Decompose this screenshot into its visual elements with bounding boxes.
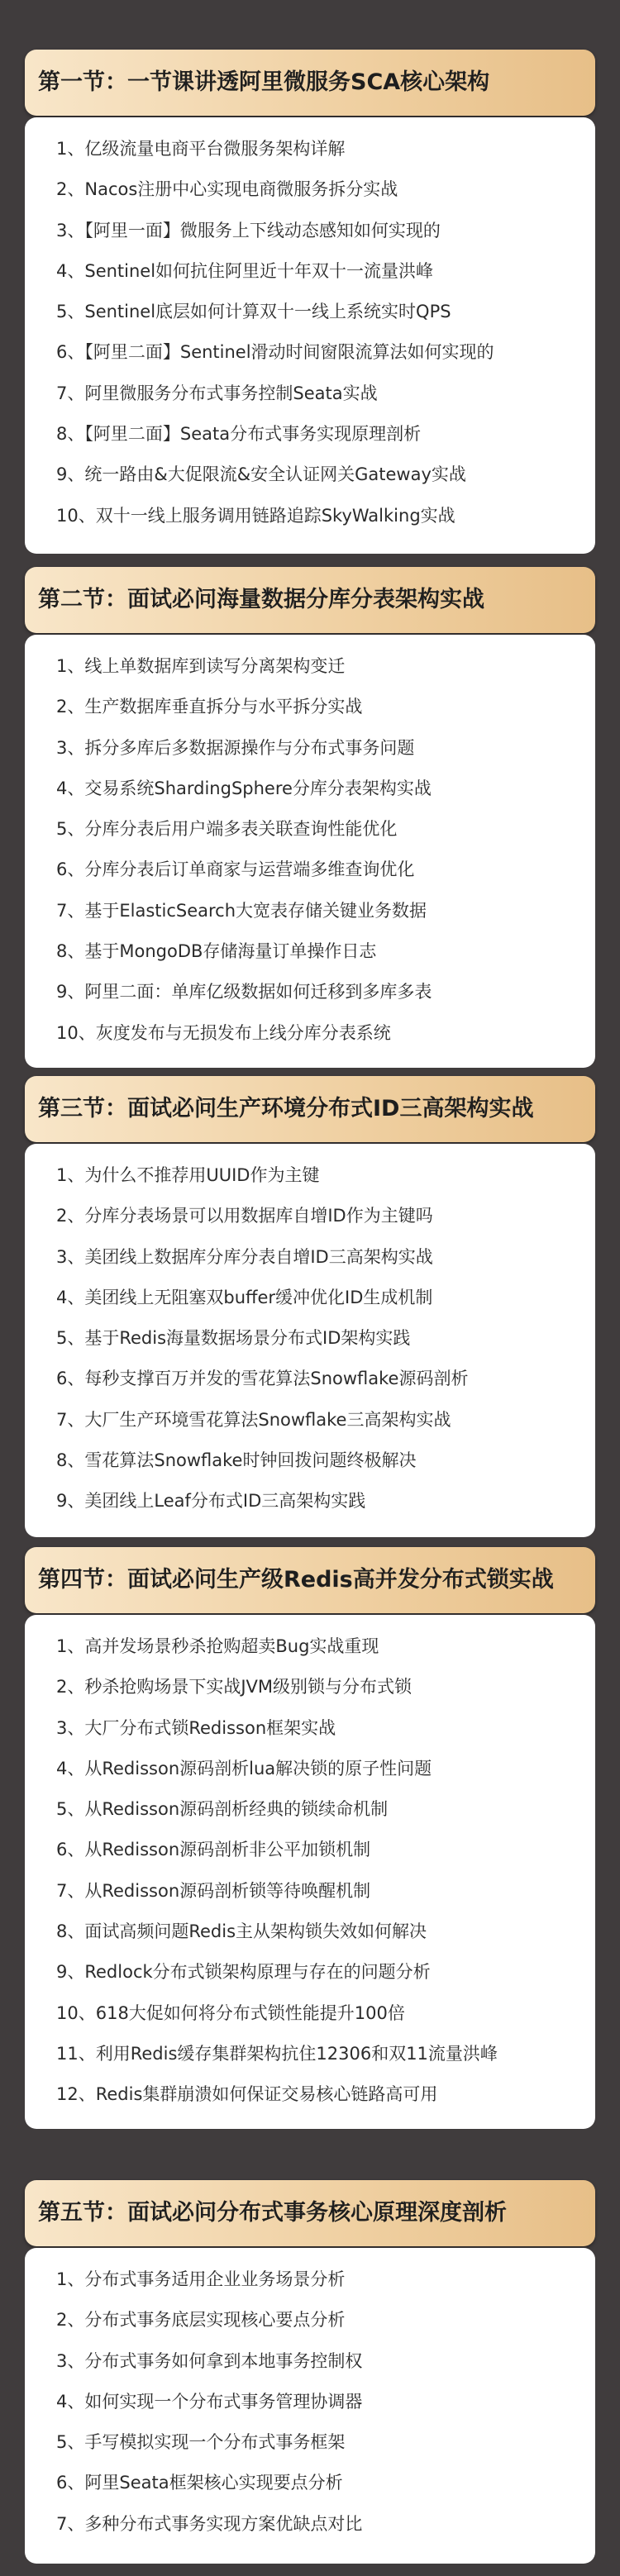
section-card bbox=[25, 1144, 595, 1537]
list-item: 6、每秒支撑百万并发的雪花算法Snowflake源码剖析 bbox=[56, 1369, 469, 1389]
list-item: 2、Nacos注册中心实现电商微服务拆分实战 bbox=[56, 179, 398, 200]
list-item: 2、分库分表场景可以用数据库自增ID作为主键吗 bbox=[56, 1206, 433, 1226]
list-item: 12、Redis集群崩溃如何保证交易核心链路高可用 bbox=[56, 2084, 438, 2105]
list-item: 7、基于ElasticSearch大宽表存储关键业务数据 bbox=[56, 900, 427, 921]
list-item: 8、雪花算法Snowflake时钟回拨问题终极解决 bbox=[56, 1450, 417, 1471]
list-item: 7、大厂生产环境雪花算法Snowflake三高架构实战 bbox=[56, 1409, 451, 1430]
list-item: 2、秒杀抢购场景下实战JVM级别锁与分布式锁 bbox=[56, 1677, 413, 1697]
section-header bbox=[25, 1547, 595, 1613]
list-item: 6、阿里Seata框架核心实现要点分析 bbox=[56, 2473, 343, 2493]
list-item: 7、多种分布式事务实现方案优缺点对比 bbox=[56, 2513, 363, 2534]
list-item: 9、阿里二面：单库亿级数据如何迁移到多库多表 bbox=[56, 982, 432, 1002]
list-item: 10、灰度发布与无损发布上线分库分表系统 bbox=[56, 1022, 391, 1043]
list-item: 1、为什么不推荐用UUID作为主键 bbox=[56, 1165, 320, 1185]
item-list bbox=[56, 2264, 362, 2549]
section-header bbox=[25, 2180, 595, 2246]
list-item: 1、亿级流量电商平台微服务架构详解 bbox=[56, 139, 346, 159]
list-item: 4、美团线上无阻塞双buffer缓冲优化ID生成机制 bbox=[56, 1287, 433, 1307]
list-item: 5、基于Redis海量数据场景分布式ID架构实践 bbox=[56, 1328, 411, 1349]
list-item: 4、如何实现一个分布式事务管理协调器 bbox=[56, 2391, 363, 2412]
list-item: 2、生产数据库垂直拆分与水平拆分实战 bbox=[56, 697, 363, 717]
list-item: 5、Sentinel底层如何计算双十一线上系统实时QPS bbox=[56, 302, 451, 322]
list-item: 1、分布式事务适用企业业务场景分析 bbox=[56, 2269, 346, 2289]
list-item: 10、双十一线上服务调用链路追踪SkyWalking实战 bbox=[56, 505, 455, 526]
list-item: 4、Sentinel如何抗住阿里近十年双十一流量洪峰 bbox=[56, 260, 434, 281]
section-header bbox=[25, 1076, 595, 1142]
list-item: 3、拆分多库后多数据源操作与分布式事务问题 bbox=[56, 737, 415, 758]
list-item: 8、面试高频问题Redis主从架构锁失效如何解决 bbox=[56, 1921, 427, 1942]
item-list bbox=[56, 133, 494, 540]
item-list bbox=[56, 650, 432, 1058]
list-item: 9、美团线上Leaf分布式ID三高架构实践 bbox=[56, 1491, 366, 1512]
list-item: 3、【阿里一面】微服务上下线动态感知如何实现的 bbox=[56, 220, 441, 240]
list-item: 11、利用Redis缓存集群架构抗住12306和双11流量洪峰 bbox=[56, 2043, 498, 2064]
list-item: 7、阿里微服务分布式事务控制Seata实战 bbox=[56, 383, 378, 403]
section-title: 第一节：一节课讲透阿里微服务SCA核心架构 bbox=[38, 69, 490, 95]
list-item: 7、从Redisson源码剖析锁等待唤醒机制 bbox=[56, 1880, 371, 1901]
section-title: 第五节：面试必问分布式事务核心原理深度剖析 bbox=[38, 2200, 507, 2226]
list-item: 5、手写模拟实现一个分布式事务框架 bbox=[56, 2432, 346, 2453]
list-item: 8、基于MongoDB存储海量订单操作日志 bbox=[56, 941, 377, 962]
section-card bbox=[25, 2248, 595, 2564]
section-card bbox=[25, 1615, 595, 2129]
list-item: 1、线上单数据库到读写分离架构变迁 bbox=[56, 656, 346, 676]
section-header bbox=[25, 567, 595, 633]
item-list bbox=[56, 1159, 468, 1526]
section-title: 第四节：面试必问生产级Redis高并发分布式锁实战 bbox=[38, 1567, 554, 1593]
list-item: 9、Redlock分布式锁架构原理与存在的问题分析 bbox=[56, 1962, 431, 1983]
list-item: 4、从Redisson源码剖析lua解决锁的原子性问题 bbox=[56, 1758, 432, 1778]
section-card bbox=[25, 117, 595, 554]
list-item: 9、统一路由&大促限流&安全认证网关Gateway实战 bbox=[56, 464, 466, 485]
list-item: 1、高并发场景秒杀抢购超卖Bug实战重现 bbox=[56, 1636, 379, 1656]
list-item: 3、分布式事务如何拿到本地事务控制权 bbox=[56, 2350, 363, 2371]
list-item: 4、交易系统ShardingSphere分库分表架构实战 bbox=[56, 778, 432, 798]
list-item: 6、分库分表后订单商家与运营端多维查询优化 bbox=[56, 859, 415, 880]
list-item: 3、大厂分布式锁Redisson框架实战 bbox=[56, 1717, 336, 1738]
list-item: 6、从Redisson源码剖析非公平加锁机制 bbox=[56, 1840, 371, 1860]
list-item: 10、618大促如何将分布式锁性能提升100倍 bbox=[56, 2002, 405, 2023]
section-title: 第三节：面试必问生产环境分布式ID三高架构实战 bbox=[38, 1096, 534, 1121]
list-item: 3、美团线上数据库分库分表自增ID三高架构实战 bbox=[56, 1246, 433, 1267]
list-item: 8、【阿里二面】Seata分布式事务实现原理剖析 bbox=[56, 424, 422, 445]
list-item: 5、分库分表后用户端多表关联查询性能优化 bbox=[56, 819, 398, 840]
list-item: 5、从Redisson源码剖析经典的锁续命机制 bbox=[56, 1799, 389, 1820]
section-header bbox=[25, 50, 595, 116]
section-card bbox=[25, 635, 595, 1068]
list-item: 6、【阿里二面】Sentinel滑动时间窗限流算法如何实现的 bbox=[56, 342, 494, 363]
list-item: 2、分布式事务底层实现核心要点分析 bbox=[56, 2310, 346, 2331]
item-list bbox=[56, 1631, 498, 2120]
section-title: 第二节：面试必问海量数据分库分表架构实战 bbox=[38, 587, 484, 612]
